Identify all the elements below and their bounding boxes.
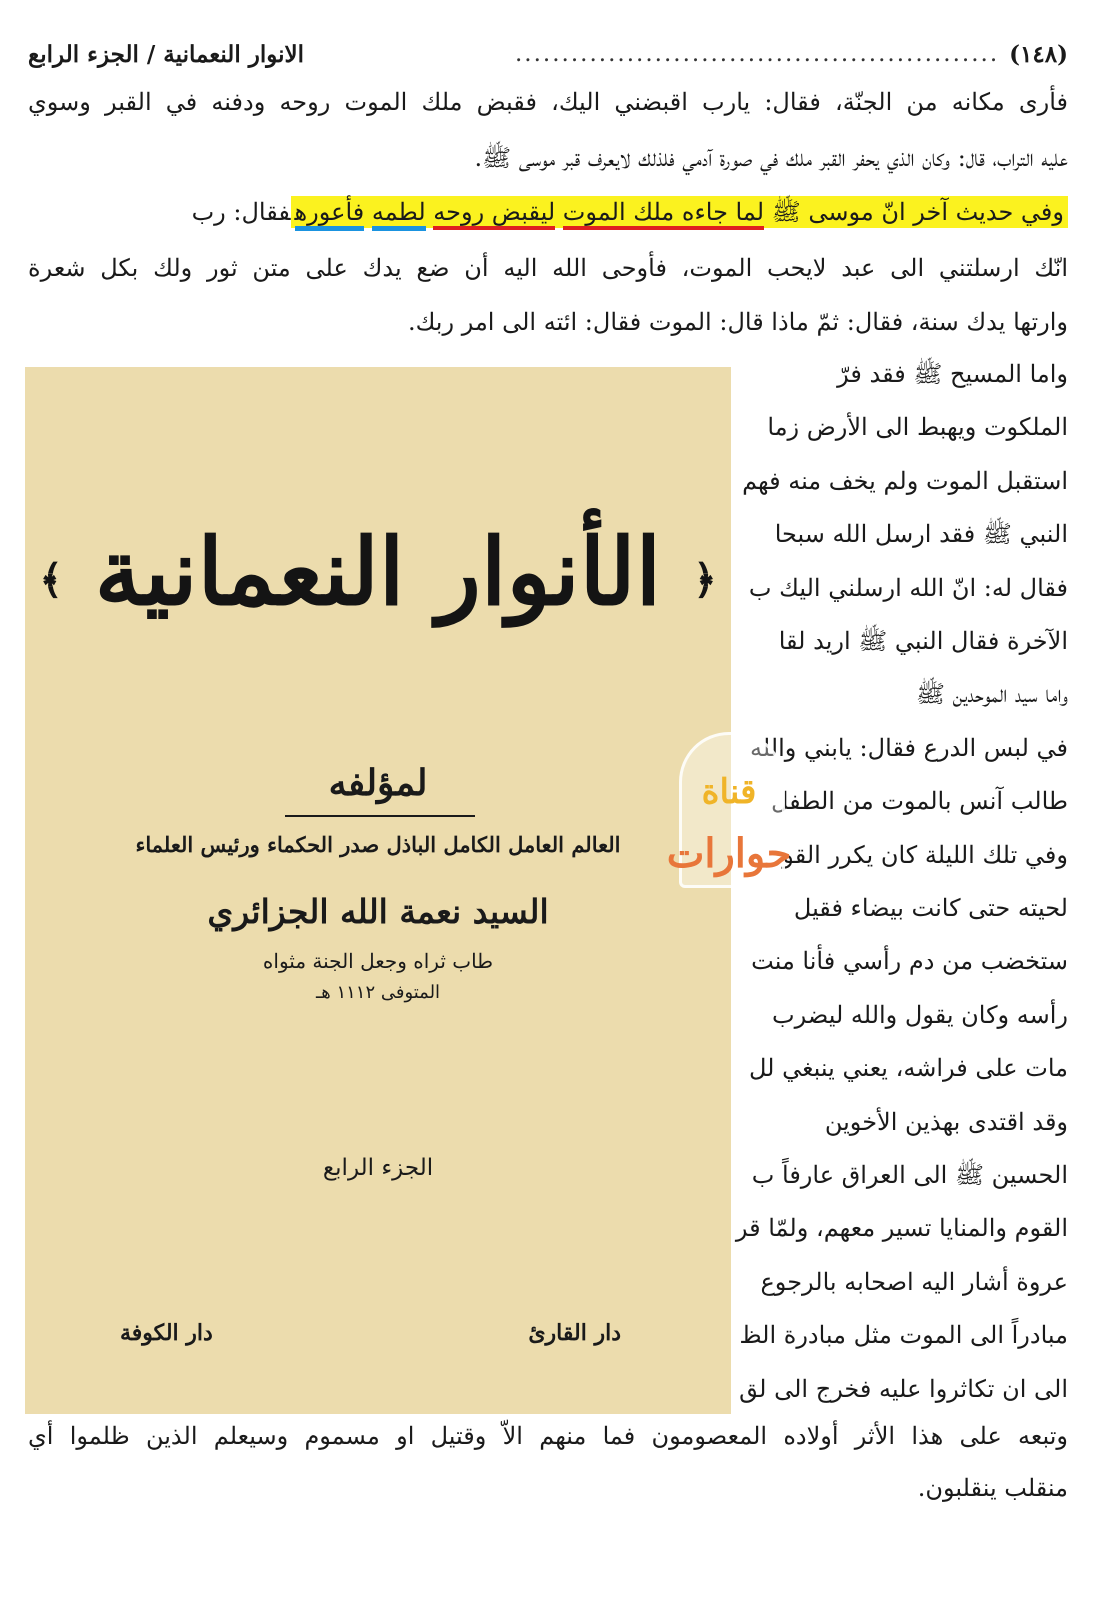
- cover-title-ornament: ﴿: [693, 556, 717, 604]
- covered-text-line: واما سيد الموحدين ﷺ: [915, 680, 1068, 709]
- covered-text-line: في لبس الدرع فقال: يابني والله: [749, 733, 1068, 762]
- cover-publisher-left: دار الكوفة: [120, 1320, 213, 1346]
- covered-text-line: لحيته حتى كانت بيضاء فقيل: [793, 894, 1068, 922]
- highlighted-passage: [291, 196, 1069, 228]
- header-volume: الجزء الرابع: [28, 40, 139, 68]
- channel-watermark-logo: [663, 732, 795, 892]
- cover-prayer: طاب ثراه وجعل الجنة مثواه: [262, 949, 494, 973]
- watermark-text-top: قناة: [701, 772, 757, 812]
- covered-text-line: الحسين ﷺ الى العراق عارفاً ب: [751, 1161, 1068, 1189]
- covered-text-line: استقبل الموت ولم يخف منه فهم: [742, 466, 1068, 495]
- header-book-title: الانوار النعمانية: [163, 40, 305, 68]
- cover-divider: [285, 815, 475, 817]
- covered-text-line: فقال له: انّ الله ارسلني اليك ب: [748, 573, 1068, 602]
- cover-title: [25, 507, 731, 645]
- covered-text-line: وفي تلك الليلة كان يكرر القو: [782, 840, 1068, 869]
- page-number: (١٤٨): [1009, 40, 1068, 68]
- cover-volume: الجزء الرابع: [322, 1155, 434, 1181]
- text-line: وتبعه على هذا الأثر أولاده المعصومون فما منهم الاّ وقتيل او مسموم وسيعلم الذين ظلموا أي: [28, 1422, 1068, 1450]
- watermark-text-bottom: حوارات: [666, 830, 792, 877]
- header-separator: /: [146, 40, 156, 68]
- book-cover-image: [25, 367, 731, 1414]
- cover-author-name: السيد نعمة الله الجزائري: [207, 892, 549, 931]
- red-underlined-phrase: ليقبض روحه: [433, 198, 555, 230]
- blue-underlined-phrase: لطمه: [372, 198, 426, 231]
- cover-author-description: العالم العامل الكامل الباذل صدر الحكماء ورئيس العلماء: [135, 832, 621, 857]
- cover-publisher-right: دار القارئ: [528, 1320, 621, 1346]
- covered-text-line: النبي ﷺ فقد ارسل الله سبحا: [774, 520, 1068, 549]
- covered-text-line: الآخرة فقال النبي ﷺ اريد لقا: [778, 627, 1068, 655]
- red-underlined-phrase: لما جاءه ملك الموت: [563, 198, 764, 230]
- covered-text-line: الى ان تكاثروا عليه فخرج الى لق: [739, 1374, 1068, 1403]
- covered-text-line: ستخضب من دم رأسي فأنا منت: [751, 947, 1068, 976]
- covered-text-line: مات على فراشه، يعني ينبغي لل: [748, 1054, 1068, 1083]
- cover-author-label: لمؤلفه: [328, 762, 428, 804]
- cover-death-date: المتوفى ١١١٢ هـ: [315, 982, 441, 1003]
- text-line: وارتها يدك سنة، فقال: ثمّ ماذا قال: الموت فقال: ائته الى امر ربك.: [407, 308, 1068, 336]
- page-header: [28, 34, 1068, 74]
- cover-title-ornament: ﴾: [39, 556, 63, 604]
- cover-title-text: الأنوار النعمانية: [94, 518, 662, 626]
- text-line: عليه التراب، قال: وكان الذي يحفر القبر ملك في صورة آدمي فلذلك لايعرف قبر موسى ﷺ.: [474, 144, 1068, 172]
- highlight-part: وفي حديث آخر انّ موسى ﷺ: [771, 198, 1064, 226]
- covered-text-line: وقد اقتدى بهذين الأخوين: [824, 1107, 1068, 1136]
- highlighted-line: [28, 194, 1068, 234]
- covered-text-line: طالب آنس بالموت من الطفل: [770, 787, 1068, 816]
- header-leader-dots: ....................................................: [514, 41, 1000, 67]
- text-line: انّك ارسلتني الى عبد لايحب الموت، فأوحى الله اليه أن ضع يدك على متن ثور ولك بكل شعرة: [28, 254, 1068, 282]
- covered-text-line: واما المسيح ﷺ فقد فرّ: [837, 360, 1068, 388]
- covered-text-line: مبادراً الى الموت مثل مبادرة الظ: [739, 1321, 1068, 1350]
- covered-text-line: الملكوت ويهبط الى الأرض زما: [767, 413, 1068, 442]
- text-line: منقلب ينقلبون.: [917, 1474, 1068, 1502]
- covered-text-line: عروة أشار اليه اصحابه بالرجوع: [760, 1267, 1068, 1296]
- text-line: فأرى مكانه من الجنّة، فقال: يارب اقبضني اليك، فقبض ملك الموت روحه ودفنه في القبر وسوي: [28, 88, 1068, 116]
- covered-text-line: رأسه وكان يقول والله ليضرب: [772, 1000, 1068, 1029]
- blue-underlined-phrase: فأعوره: [295, 198, 365, 231]
- covered-text-line: القوم والمنايا تسير معهم، ولمّا قر: [735, 1214, 1068, 1243]
- after-highlight-text: فقال: رب: [191, 198, 291, 226]
